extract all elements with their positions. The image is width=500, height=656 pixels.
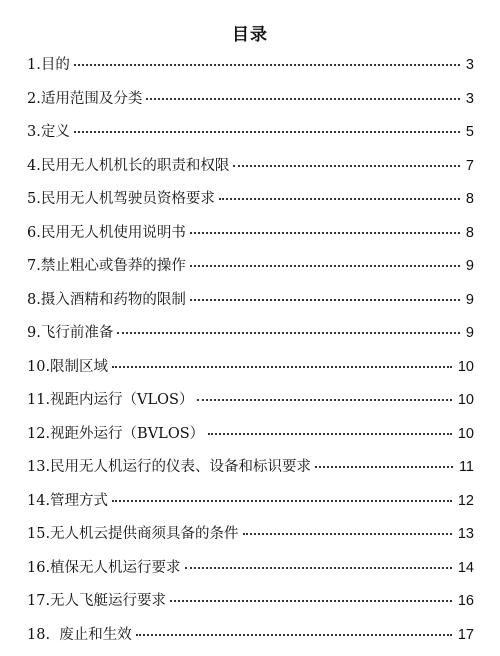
- toc-entry-page: 8: [466, 225, 474, 241]
- toc-entry-page: 10: [458, 359, 474, 375]
- toc-entry-page: 9: [466, 258, 474, 274]
- toc-entry[interactable]: [27, 422, 474, 456]
- toc-entry-page: 7: [466, 158, 474, 174]
- dot-leader: [117, 332, 460, 334]
- toc-entry[interactable]: [27, 187, 474, 221]
- dot-leader: [185, 567, 452, 569]
- toc-entry-label: 16.植保无人机运行要求: [27, 556, 181, 577]
- toc-entry[interactable]: [27, 589, 474, 623]
- toc-entry[interactable]: [27, 321, 474, 355]
- toc-title: 目录: [0, 20, 500, 45]
- dot-leader: [146, 98, 460, 100]
- toc-entry-page: 14: [458, 560, 474, 576]
- toc-entry[interactable]: [27, 455, 474, 489]
- toc-entry-page: 13: [458, 526, 474, 542]
- toc-list: [27, 53, 474, 656]
- dot-leader: [197, 399, 451, 401]
- toc-entry-label: 3.定义: [27, 120, 70, 141]
- toc-entry-label: 17.无人飞艇运行要求: [27, 589, 166, 610]
- toc-entry-page: 3: [466, 57, 474, 73]
- toc-entry-page: 10: [458, 426, 474, 442]
- toc-entry[interactable]: [27, 522, 474, 556]
- toc-entry-page: 5: [466, 124, 474, 140]
- dot-leader: [74, 64, 460, 66]
- toc-entry-label: 15.无人机云提供商须具备的条件: [27, 522, 239, 543]
- dot-leader: [74, 131, 460, 133]
- dot-leader: [190, 299, 460, 301]
- toc-entry-page: 9: [466, 325, 474, 341]
- toc-entry[interactable]: [27, 53, 474, 87]
- toc-entry-page: 3: [466, 91, 474, 107]
- dot-leader: [136, 634, 452, 636]
- toc-entry-label: 18. 废止和生效: [27, 623, 132, 644]
- toc-entry-page: 8: [466, 191, 474, 207]
- toc-entry[interactable]: [27, 288, 474, 322]
- toc-entry[interactable]: [27, 254, 474, 288]
- toc-entry-label: 8.摄入酒精和药物的限制: [27, 288, 186, 309]
- toc-entry[interactable]: [27, 623, 474, 656]
- toc-entry-label: 12.视距外运行（BVLOS）: [27, 422, 204, 443]
- dot-leader: [112, 500, 452, 502]
- dot-leader: [190, 265, 460, 267]
- dot-leader: [219, 198, 460, 200]
- dot-leader: [315, 466, 453, 468]
- toc-entry[interactable]: [27, 154, 474, 188]
- dot-leader: [190, 232, 460, 234]
- toc-entry-label: 2.适用范围及分类: [27, 87, 142, 108]
- toc-entry[interactable]: [27, 355, 474, 389]
- toc-entry-label: 11.视距内运行（VLOS）: [27, 388, 193, 409]
- toc-entry[interactable]: [27, 489, 474, 523]
- dot-leader: [112, 366, 452, 368]
- toc-entry[interactable]: [27, 221, 474, 255]
- toc-entry-label: 5.民用无人机驾驶员资格要求: [27, 187, 215, 208]
- toc-entry-page: 16: [458, 593, 474, 609]
- toc-entry-label: 9.飞行前准备: [27, 321, 113, 342]
- toc-entry-label: 1.目的: [27, 53, 70, 74]
- toc-entry-page: 17: [458, 627, 474, 643]
- toc-entry-label: 6.民用无人机使用说明书: [27, 221, 186, 242]
- toc-entry[interactable]: [27, 556, 474, 590]
- toc-entry-page: 12: [458, 493, 474, 509]
- toc-entry[interactable]: [27, 388, 474, 422]
- toc-entry-page: 10: [458, 392, 474, 408]
- dot-leader: [233, 165, 460, 167]
- dot-leader: [243, 533, 452, 535]
- toc-entry-page: 9: [466, 292, 474, 308]
- toc-entry[interactable]: [27, 87, 474, 121]
- dot-leader: [208, 433, 452, 435]
- toc-entry-label: 4.民用无人机机长的职责和权限: [27, 154, 229, 175]
- toc-entry-label: 13.民用无人机运行的仪表、设备和标识要求: [27, 455, 311, 476]
- toc-entry-label: 14.管理方式: [27, 489, 108, 510]
- dot-leader: [170, 600, 452, 602]
- toc-entry-label: 10.限制区域: [27, 355, 108, 376]
- toc-entry[interactable]: [27, 120, 474, 154]
- toc-entry-label: 7.禁止粗心或鲁莽的操作: [27, 254, 186, 275]
- toc-entry-page: 11: [459, 459, 474, 475]
